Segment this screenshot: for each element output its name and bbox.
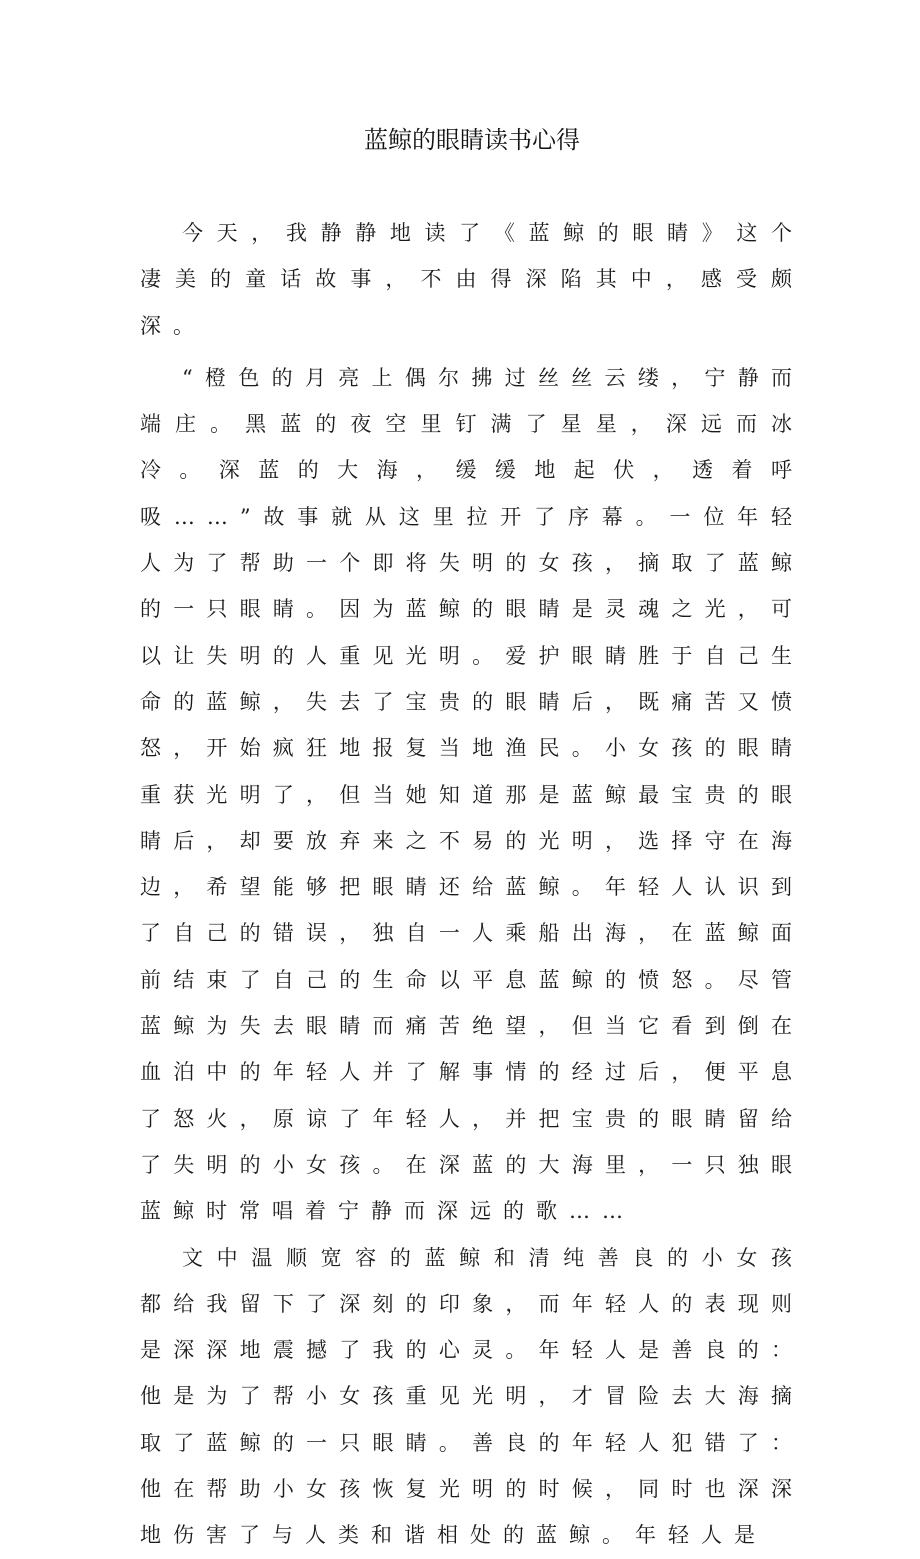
document-title: 蓝鲸的眼睛读书心得 (364, 126, 580, 154)
paragraph-story-summary: “橙色的月亮上偶尔拂过丝丝云缕，宁静而端庄。黑蓝的夜空里钉满了星星，深远而冰冷。深蓝的大海，缓缓地起伏，透着呼吸……”故事就从这里拉开了序幕。一位年轻人为了帮助一个即将失明的女孩，摘取了蓝鲸的一只眼睛。因为蓝鲸的眼睛是灵魂之光，可以让失明的人重见光明。爱护眼睛胜于自己生命的蓝鲸，失去了宝贵的眼睛后，既痛苦又愤怒，开始疯狂地报复当地渔民。小女孩的眼睛重获光明了，但当她知道那是蓝鲸最宝贵的眼睛后，却要放弃来之不易的光明，选择守在海边，希望能够把眼睛还给蓝鲸。年轻人认识到了自己的错误，独自一人乘船出海，在蓝鲸面前结束了自己的生命以平息蓝鲸的愤怒。尽管蓝鲸为失去眼睛而痛苦绝望，但当它看到倒在血泊中的年轻人并了解事情的经过后，便平息了怒火，原谅了年轻人，并把宝贵的眼睛留给了失明的小女孩。在深蓝的大海里，一只独眼蓝鲸时常唱着宁静而深远的歌…… (140, 365, 804, 1224)
document-body (140, 210, 804, 1559)
paragraph-intro: 今天，我静静地读了《蓝鲸的眼睛》这个凄美的童话故事，不由得深陷其中，感受颇深。 (140, 221, 804, 338)
paragraph-reflection: 文中温顺宽容的蓝鲸和清纯善良的小女孩都给我留下了深刻的印象，而年轻人的表现则是深深地震撼了我的心灵。年轻人是善良的：他是为了帮小女孩重见光明，才冒险去大海摘取了蓝鲸的一只眼睛。善良的年轻人犯错了：他在帮助小女孩恢复光明的时候，同时也深深地伤害了与人类和谐相处的蓝鲸。年轻人是 (140, 1245, 804, 1548)
